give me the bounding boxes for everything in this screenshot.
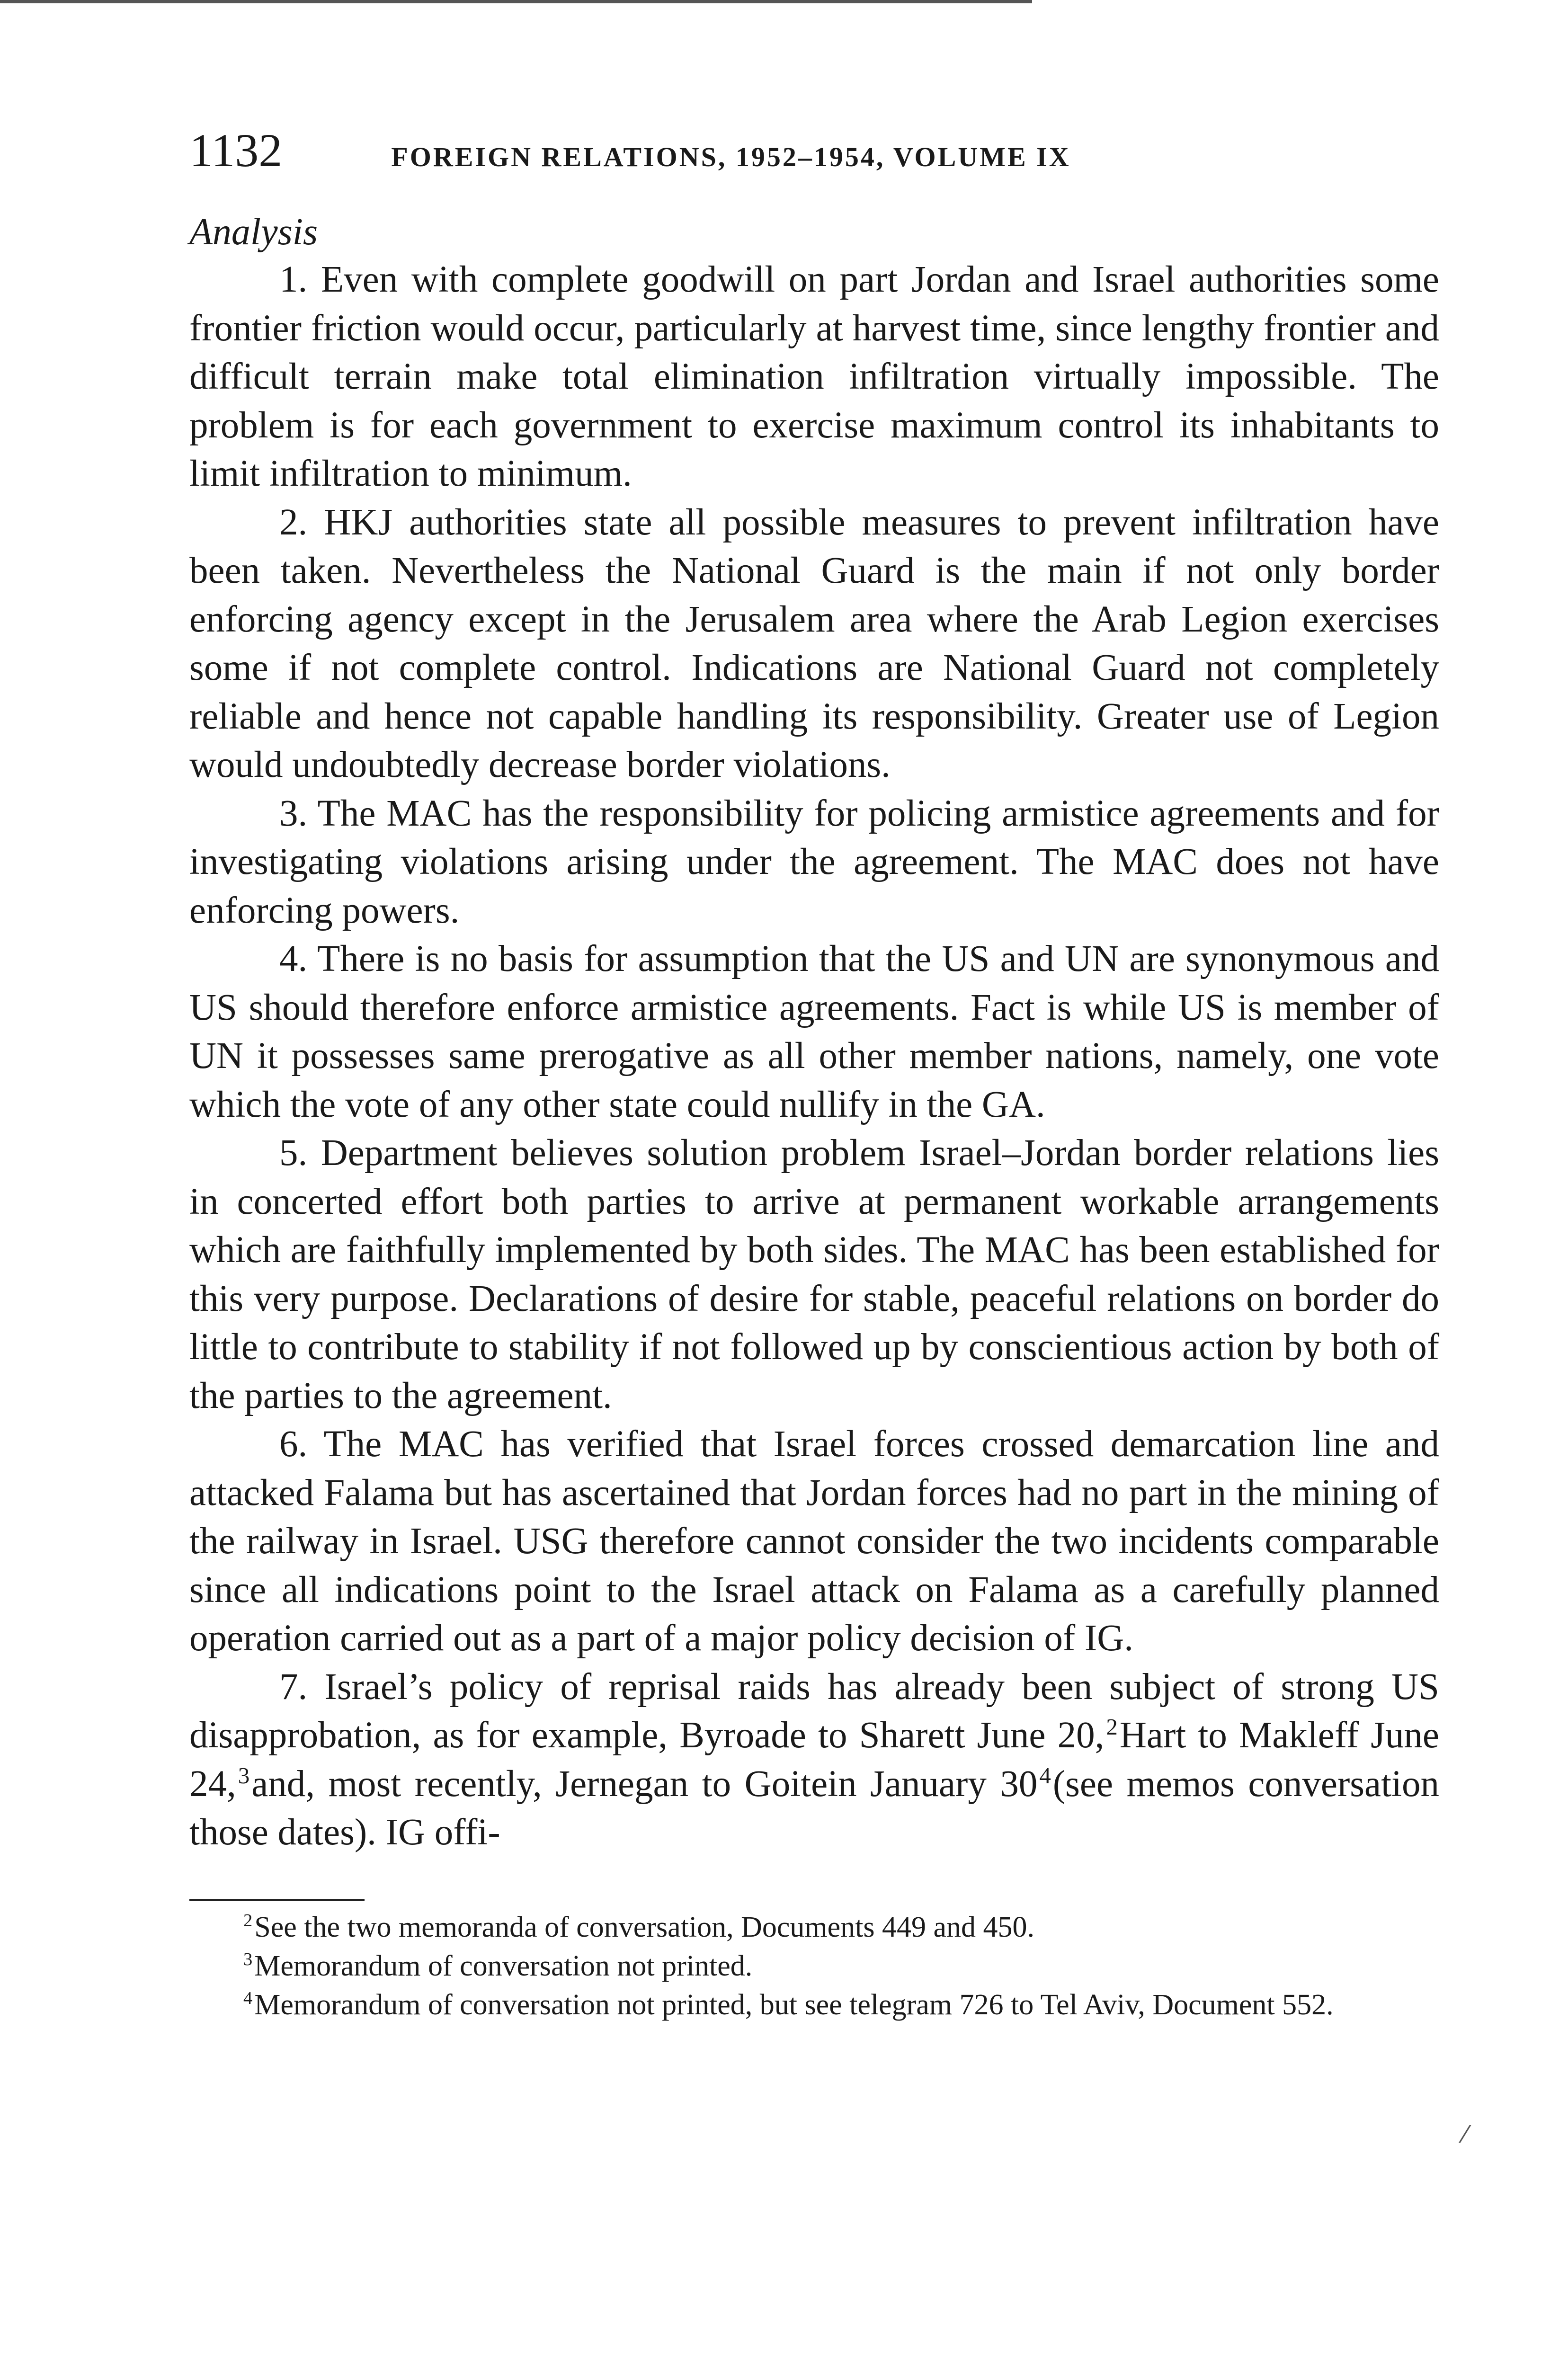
running-title: FOREIGN RELATIONS, 1952–1954, VOLUME IX	[391, 142, 1071, 172]
paragraph-7-text: 7. Israel’s policy of reprisal raids has already been subject of strong US disapprobation, as for example, Byroade to Sharett June 20,	[189, 1666, 1439, 1756]
page-number: 1132	[189, 124, 283, 177]
margin-pencil-mark: ⁄	[1463, 2121, 1467, 2148]
footnote-2	[189, 1908, 1439, 1947]
footnote-4	[189, 1985, 1439, 2024]
paragraph-4: 4. There is no basis for assumption that the US and UN are synonymous and US should therefore enforce armistice agreements. Fact is while US is member of UN it possesses same prerogative as all other member nations, namely, one vote which the vote of any other state could nullify in the GA.	[189, 938, 1439, 1125]
paragraph-5: 5. Department believes solution problem Israel–Jordan border relations lies in concerted effort both parties to arrive at permanent workable arrangements which are faithfully implemented by both sides. The MAC has been established for this very purpose. Declarations of desire for stable, peaceful relations on border do little to contribute to stability if not followed up by conscientious action by both of the parties to the agreement.	[189, 1132, 1439, 1416]
footnote-ref-2: 2	[1106, 1714, 1118, 1740]
section-heading: Analysis	[189, 211, 318, 253]
paragraph-7-text: (see memos conversation those dates). IG offi-	[189, 1763, 1439, 1853]
paragraph-7-text: Hart to Makleff June 24,	[189, 1715, 1439, 1805]
footnote-text: Memorandum of conversation not printed.	[254, 1949, 753, 1982]
footnotes	[189, 1908, 1439, 2024]
footnote-ref-4: 4	[1039, 1762, 1051, 1789]
footnote-3	[189, 1947, 1439, 1985]
footnote-ref-3: 3	[238, 1762, 250, 1789]
document-page	[189, 123, 1439, 2024]
footnote-text: Memorandum of conversation not printed, but see telegram 726 to Tel Aviv, Document 552.	[254, 1988, 1334, 2021]
footnote-marker: 4	[243, 1988, 253, 2009]
paragraph-6: 6. The MAC has verified that Israel forces crossed demarcation line and attacked Falama but has ascertained that Jordan forces had no part in the mining of the railway in Israel. USG therefore cannot consider the two incidents comparable since all indications point to the Israel attack on Falama as a carefully planned operation carried out as a part of a major policy decision of IG.	[189, 1424, 1439, 1659]
running-head	[189, 123, 1439, 204]
paragraph-1: 1. Even with complete goodwill on part Jordan and Israel authorities some frontier friction would occur, particularly at harvest time, since lengthy frontier and difficult terrain make total elimination infiltration virtually impossible. The problem is for each government to exercise maximum control its inhabitants to limit infiltration to minimum.	[189, 259, 1439, 494]
paragraph-7	[189, 1663, 1439, 1857]
footnote-text: See the two memoranda of conversation, Documents 449 and 450.	[254, 1911, 1034, 1943]
paragraph-7-text: and, most recently, Jernegan to Goitein January 30	[251, 1763, 1038, 1805]
footnote-marker: 3	[243, 1949, 253, 1970]
paragraph-2: 2. HKJ authorities state all possible measures to prevent infiltration have been taken. Nevertheless the National Guard is the main if not only border enforcing agency except in the Jerusalem area where the Arab Legion exercises some if not complete control. Indications are National Guard not completely reliable and hence not capable handling its responsibility. Greater use of Legion would undoubtedly decrease border violations.	[189, 501, 1439, 785]
body-text	[189, 256, 1439, 1857]
footnote-divider	[189, 1899, 365, 1901]
paragraph-3: 3. The MAC has the responsibility for policing armistice agreements and for investigating violations arising under the agreement. The MAC does not have enforcing powers.	[189, 792, 1439, 931]
footnote-marker: 2	[243, 1911, 253, 1931]
top-edge-rule	[0, 0, 1032, 3]
